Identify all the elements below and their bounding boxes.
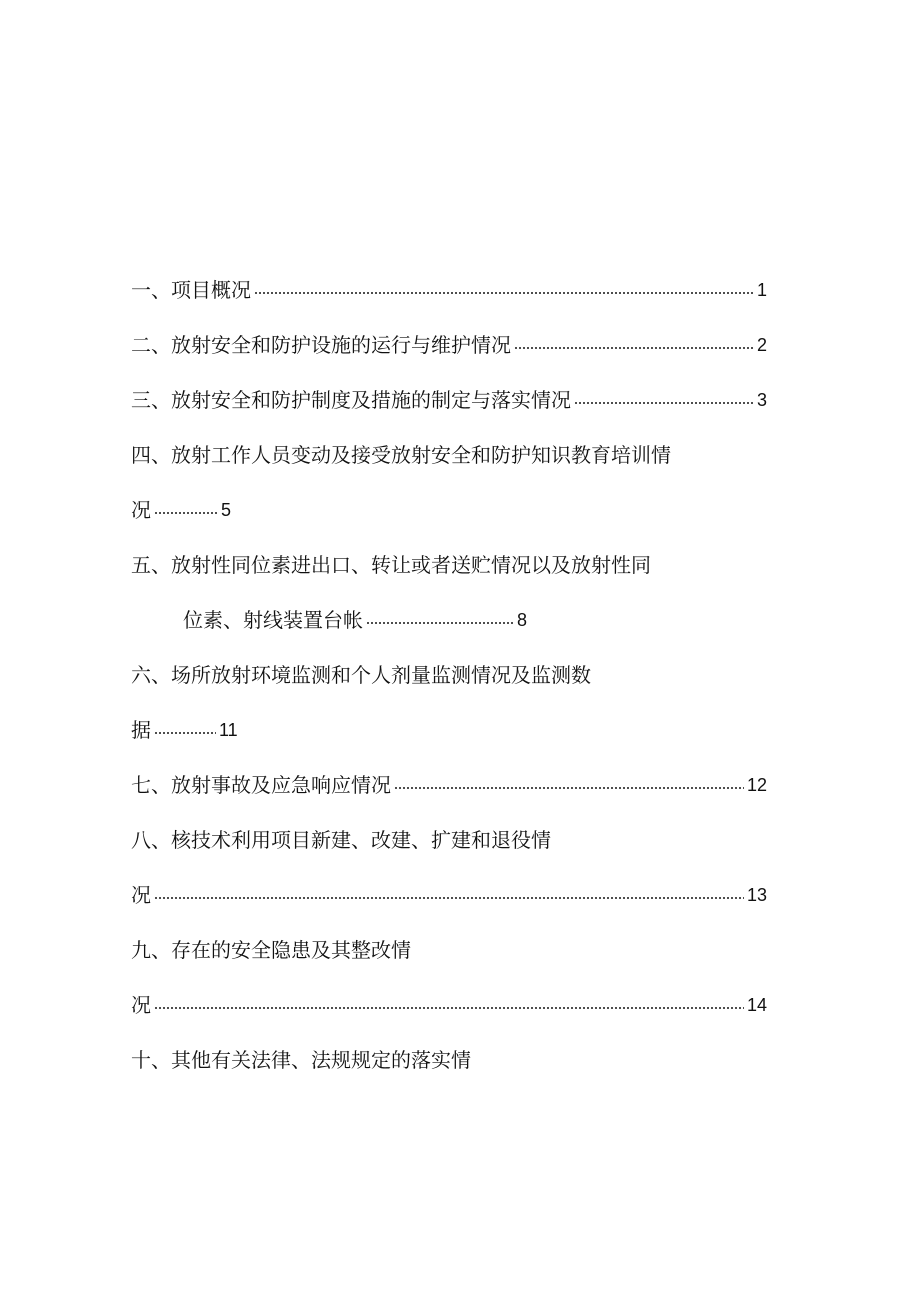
toc-entry-title-continued: 位素、射线装置台帐 xyxy=(183,608,363,632)
toc-entry-title: 一、项目概况 xyxy=(131,278,251,302)
toc-entry-1[interactable] xyxy=(131,270,767,302)
toc-entry-title: 八、核技术利用项目新建、改建、扩建和退役情 xyxy=(131,828,551,852)
toc-entry-title: 五、放射性同位素进出口、转让或者送贮情况以及放射性同 xyxy=(131,553,651,577)
toc-entry-7[interactable] xyxy=(131,765,767,797)
toc-page-number: 3 xyxy=(756,390,767,410)
toc-page-number: 11 xyxy=(219,720,238,740)
toc-entry-title: 九、存在的安全隐患及其整改情 xyxy=(131,938,411,962)
toc-page-number: 8 xyxy=(517,610,528,630)
toc-entry-3[interactable] xyxy=(131,380,767,412)
dot-leader xyxy=(394,784,744,792)
toc-page-number: 14 xyxy=(746,995,767,1015)
toc-entry-title: 三、放射安全和防护制度及措施的制定与落实情况 xyxy=(131,388,571,412)
toc-page-number: 2 xyxy=(756,335,767,355)
toc-entry-4[interactable] xyxy=(131,435,671,467)
dot-leader xyxy=(154,509,218,517)
toc-entry-10[interactable] xyxy=(131,1040,471,1072)
dot-leader xyxy=(366,619,514,627)
toc-entry-title: 七、放射事故及应急响应情况 xyxy=(131,773,391,797)
toc-entry-9[interactable] xyxy=(131,930,411,962)
toc-entry-8[interactable] xyxy=(131,820,551,852)
dot-leader xyxy=(514,344,754,352)
dot-leader xyxy=(154,1004,744,1012)
dot-leader xyxy=(154,729,216,737)
dot-leader xyxy=(154,894,744,902)
dot-leader xyxy=(254,289,754,297)
toc-page-number: 13 xyxy=(746,885,767,905)
toc-entry-6[interactable] xyxy=(131,655,591,687)
toc-entry-6-continued[interactable] xyxy=(131,710,238,742)
toc-entry-title: 六、场所放射环境监测和个人剂量监测情况及监测数 xyxy=(131,663,591,687)
toc-entry-title: 四、放射工作人员变动及接受放射安全和防护知识教育培训情 xyxy=(131,443,671,467)
toc-entry-title-continued: 况 xyxy=(131,498,151,522)
toc-entry-8-continued[interactable] xyxy=(131,875,767,907)
toc-entry-title-continued: 况 xyxy=(131,993,151,1017)
toc-entry-title: 十、其他有关法律、法规规定的落实情 xyxy=(131,1048,471,1072)
dot-leader xyxy=(574,399,754,407)
toc-entry-title-continued: 据 xyxy=(131,718,151,742)
toc-entry-4-continued[interactable] xyxy=(131,490,231,522)
toc-page-number: 1 xyxy=(756,280,767,300)
toc-entry-title-continued: 况 xyxy=(131,883,151,907)
toc-page-number: 12 xyxy=(746,775,767,795)
table-of-contents xyxy=(131,0,767,1301)
toc-entry-5[interactable] xyxy=(131,545,651,577)
toc-entry-title: 二、放射安全和防护设施的运行与维护情况 xyxy=(131,333,511,357)
toc-page-number: 5 xyxy=(221,500,232,520)
toc-entry-2[interactable] xyxy=(131,325,767,357)
toc-entry-9-continued[interactable] xyxy=(131,985,767,1017)
toc-entry-5-continued[interactable] xyxy=(183,600,527,632)
